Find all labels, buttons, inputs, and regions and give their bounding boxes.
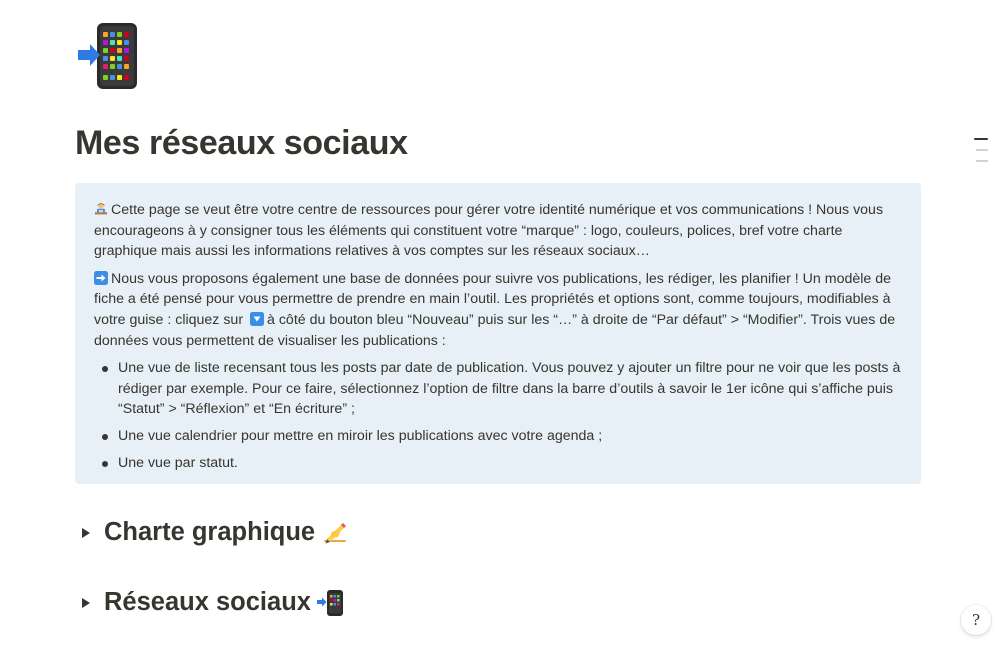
writing-hand-icon xyxy=(321,519,349,547)
bullet-dot xyxy=(102,461,108,467)
toc-line[interactable] xyxy=(976,149,988,151)
right-arrow-icon xyxy=(94,271,108,285)
toggle-heading-label: Charte graphique xyxy=(104,518,316,546)
toggle-heading-reseaux-sociaux[interactable] xyxy=(78,588,345,617)
toggle-heading-label: Réseaux sociaux xyxy=(104,588,311,616)
toc-line[interactable] xyxy=(976,160,988,162)
callout-paragraph-2-text-part-1: Nous vous proposons également une base de données pour suivre vos publications, les rédiger, les planifier ! Un modèle de fiche a été pensé pour vous permettre de prendre en main l’outil. Les propriétés et options sont, comme toujours, modifiables à votre guise : cliquez sur xyxy=(94,270,892,328)
callout-block xyxy=(75,183,921,484)
callout-paragraph-1-text: Cette page se veut être votre centre de ressources pour gérer votre identité numérique et vos communications ! Nous vous encourageons à y consigner tous les éléments qui constituent votre “marque” : logo, couleurs, polices, bref votre charte graphique mais aussi les informations relatives à vos comptes sur les réseaux sociaux… xyxy=(94,202,884,260)
down-arrow-button-icon xyxy=(250,312,264,326)
callout-paragraph-2-text-part-2: à côté du bouton bleu “Nouveau” puis sur les “…” à droite de “Par défaut” > “Modifier”. Trois vues de données vous permettent de visualiser les publications : xyxy=(94,311,896,349)
list-item-text: Une vue par statut. xyxy=(118,454,238,471)
callout-paragraph-1 xyxy=(94,200,903,262)
help-button[interactable] xyxy=(961,605,991,635)
mobile-phone-with-arrow-icon xyxy=(317,589,345,617)
mobile-phone-with-arrow-icon[interactable] xyxy=(76,20,140,90)
toggle-heading-charte-graphique[interactable] xyxy=(78,518,349,547)
bullet-dot xyxy=(102,434,108,440)
list-item-text: Une vue de liste recensant tous les posts par date de publication. Vous pouvez y ajouter un filtre pour ne voir que les posts à rédiger par exemple. Pour ce faire, sélectionnez l’option de filtre dans la barre d’outils à savoir le 1er icône qui s’affiche puis “Statut” > “Réflexion” et “En écriture” ; xyxy=(118,360,901,418)
help-icon: ? xyxy=(971,611,981,629)
list-item xyxy=(118,426,903,447)
page-title: Mes réseaux sociaux xyxy=(75,124,408,162)
toggle-arrow-icon[interactable] xyxy=(82,528,90,538)
toggle-arrow-icon[interactable] xyxy=(82,598,90,608)
bullet-dot xyxy=(102,366,108,372)
callout-bullet-list xyxy=(94,358,903,473)
person-at-desk-icon xyxy=(94,202,108,216)
list-item xyxy=(118,358,903,420)
callout-paragraph-2 xyxy=(94,269,903,351)
toc-line-active[interactable] xyxy=(974,138,988,140)
list-item xyxy=(118,453,903,474)
table-of-contents-indicator[interactable] xyxy=(974,138,990,164)
list-item-text: Une vue calendrier pour mettre en miroir les publications avec votre agenda ; xyxy=(118,427,603,444)
